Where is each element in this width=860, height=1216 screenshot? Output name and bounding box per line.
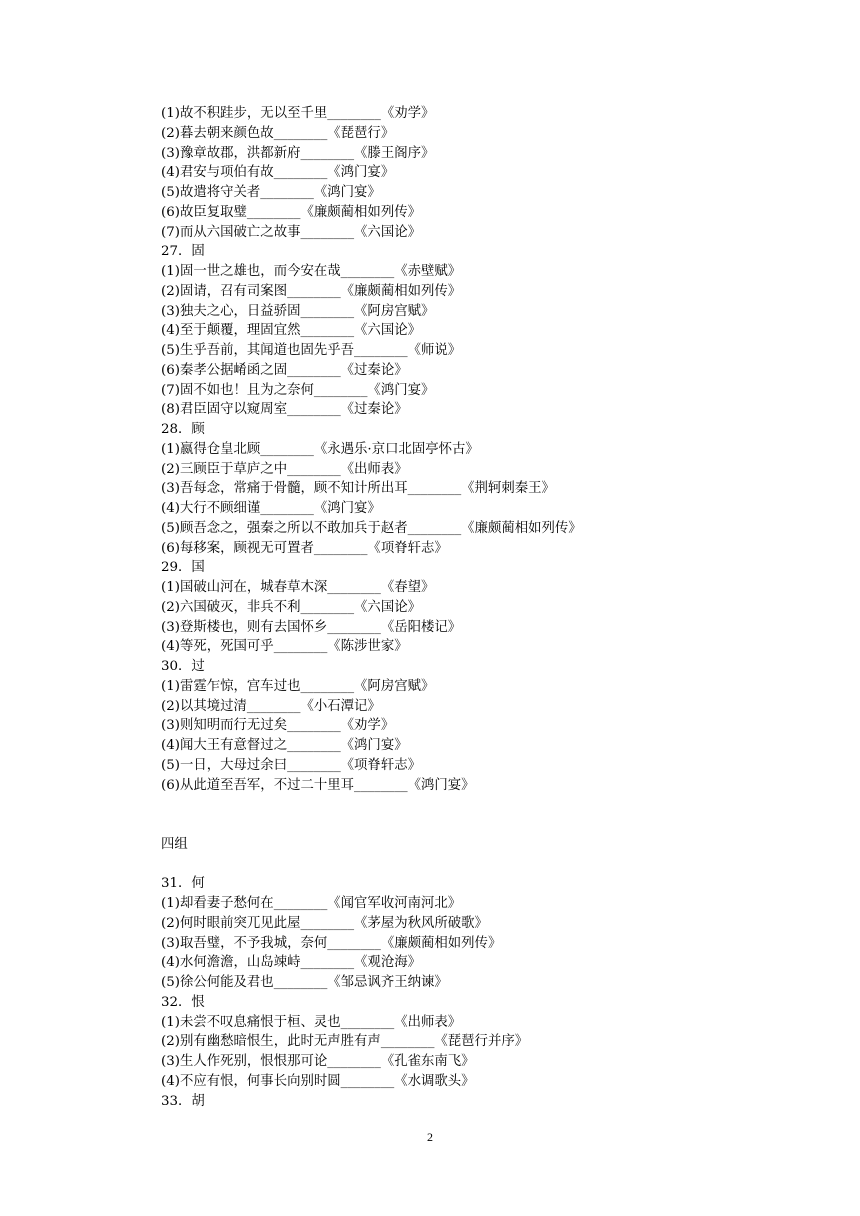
example-sentence: (7)固不如也！且为之奈何________《鸿门宴》 [161, 382, 435, 398]
blank-line [161, 815, 781, 835]
page-number: 2 [427, 1130, 433, 1144]
example-sentence: (2)六国破灭，非兵不利________《六国论》 [161, 599, 421, 615]
example-sentence: (1)却看妻子愁何在________《闻官军收河南河北》 [161, 896, 462, 911]
example-sentence: (3)取吾璧，不予我城，奈何________《廉颇蔺相如列传》 [161, 935, 502, 951]
example-sentence: (7)而从六国破亡之故事________《六国论》 [161, 224, 421, 240]
section-heading: 27．固 [161, 244, 205, 260]
blank-line [161, 855, 781, 875]
example-sentence: (4)大行不顾细谨________《鸿门宴》 [161, 501, 381, 516]
example-sentence: (5)顾吾念之，强秦之所以不敢加兵于赵者________《廉颇蔺相如列传》 [161, 520, 582, 536]
example-sentence: (4)不应有恨，何事长向别时圆________《水调歌头》 [161, 1073, 475, 1089]
example-sentence: (2)固请，召有司案图________《廉颇蔺相如列传》 [161, 283, 462, 299]
example-sentence: (2)别有幽愁暗恨生，此时无声胜有声________《琵琶行并序》 [161, 1034, 529, 1050]
example-sentence: (2)暮去朝来颜色故________《琵琶行》 [161, 125, 395, 141]
example-sentence: (3)吾每念，常痛于骨髓，顾不知计所出耳________《荆轲刺秦王》 [161, 481, 555, 497]
example-sentence: (6)秦孝公据崤函之固________《过秦论》 [161, 362, 408, 378]
section-heading: 32．恨 [161, 994, 205, 1010]
example-sentence: (2)何时眼前突兀见此屋________《茅屋为秋风所破歌》 [161, 915, 488, 931]
example-sentence: (4)水何澹澹，山岛竦峙________《观沧海》 [161, 955, 421, 971]
example-sentence: (4)等死，死国可乎________《陈涉世家》 [161, 639, 408, 655]
example-sentence: (3)登斯楼也，则有去国怀乡________《岳阳楼记》 [161, 619, 462, 635]
section-heading: 四组 [161, 836, 188, 852]
example-sentence: (3)生人作死别，恨恨那可论________《孔雀东南飞》 [161, 1054, 475, 1069]
example-sentence: (1)固一世之雄也，而今安在哉________《赤壁赋》 [161, 264, 462, 279]
section-heading: 30．过 [161, 659, 205, 674]
example-sentence: (5)一日，大母过余曰________《项脊轩志》 [161, 757, 421, 773]
example-sentence: (1)国破山河在，城春草木深________《春望》 [161, 580, 435, 595]
document-body [161, 104, 781, 1111]
section-heading: 29．国 [161, 560, 205, 576]
example-sentence: (2)以其境过清________《小石潭记》 [161, 698, 381, 714]
example-sentence: (6)每移案，顾视无可置者________《项脊轩志》 [161, 540, 448, 556]
example-sentence: (4)闻大王有意督过之________《鸿门宴》 [161, 738, 408, 753]
example-sentence: (4)君安与项伯有故________《鸿门宴》 [161, 165, 395, 181]
example-sentence: (6)故臣复取璧________《廉颇蔺相如列传》 [161, 204, 421, 220]
example-sentence: (1)未尝不叹息痛恨于桓、灵也________《出师表》 [161, 1014, 462, 1030]
example-sentence: (6)从此道至吾军，不过二十里耳________《鸿门宴》 [161, 777, 475, 793]
example-sentence: (5)徐公何能及君也________《邹忌讽齐王纳谏》 [161, 975, 448, 990]
example-sentence: (4)至于颠覆，理固宜然________《六国论》 [161, 323, 421, 339]
section-heading: 28．顾 [161, 422, 205, 437]
example-sentence: (1)雷霆乍惊，宫车过也________《阿房宫赋》 [161, 678, 435, 694]
section-heading: 33．胡 [161, 1093, 205, 1109]
example-sentence: (3)则知明而行无过矣________《劝学》 [161, 718, 395, 734]
example-sentence: (8)君臣固守以窥周室________《过秦论》 [161, 402, 408, 418]
example-sentence: (1)故不积跬步，无以至千里________《劝学》 [161, 106, 435, 121]
example-sentence: (2)三顾臣于草庐之中________《出师表》 [161, 461, 408, 477]
example-sentence: (5)生乎吾前，其闻道也固先乎吾________《师说》 [161, 343, 462, 358]
example-sentence: (1)嬴得仓皇北顾________《永遇乐·京口北固亭怀古》 [161, 441, 479, 457]
example-sentence: (3)独夫之心，日益骄固________《阿房宫赋》 [161, 303, 435, 319]
example-sentence: (5)故遣将守关者________《鸿门宴》 [161, 185, 381, 200]
blank-line [161, 795, 781, 815]
section-heading: 31．何 [161, 876, 205, 892]
example-sentence: (3)豫章故郡，洪都新府________《滕王阁序》 [161, 145, 435, 161]
